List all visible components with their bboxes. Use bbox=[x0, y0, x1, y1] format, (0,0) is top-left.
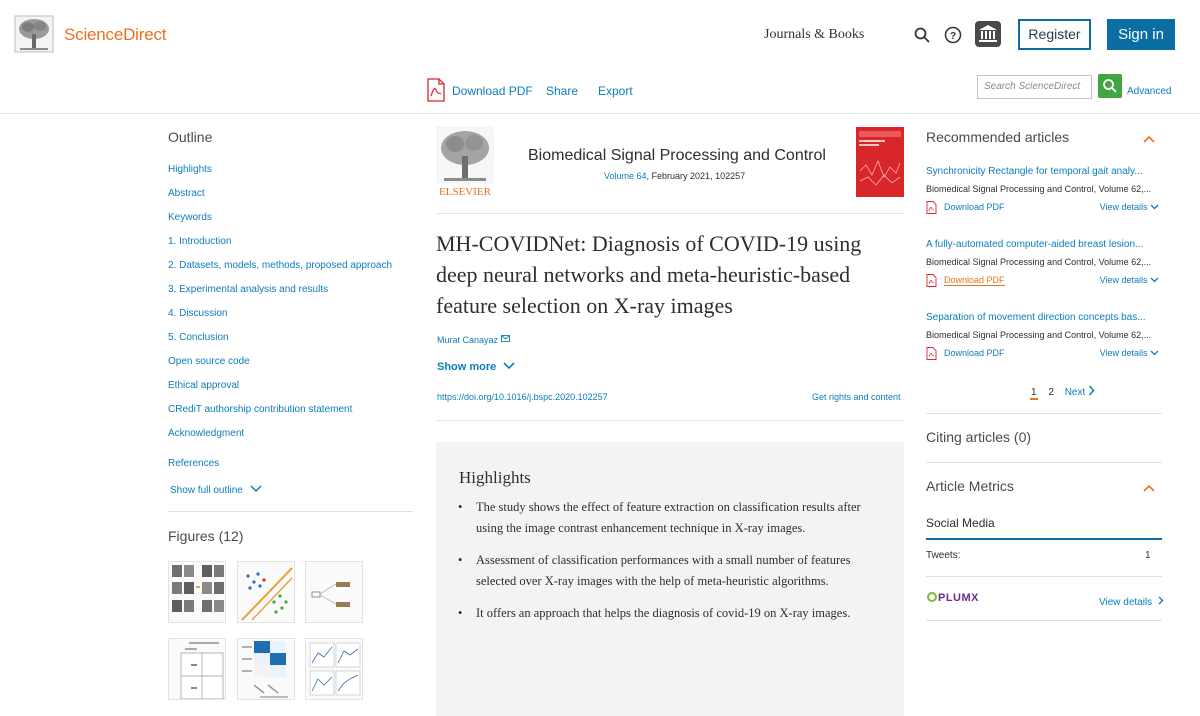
recommended-download-pdf[interactable] bbox=[926, 275, 1005, 285]
recommended-download-pdf[interactable] bbox=[926, 348, 1005, 358]
chevron-down-icon bbox=[1150, 350, 1159, 356]
outline-list bbox=[168, 162, 413, 480]
sidebar-divider bbox=[926, 620, 1162, 621]
chevron-right-icon bbox=[1158, 596, 1164, 605]
recommended-article-1 bbox=[926, 166, 1162, 220]
outline-item-discussion[interactable]: 4. Discussion bbox=[168, 308, 228, 319]
outline-item-datasets[interactable]: 2. Datasets, models, methods, proposed approach bbox=[168, 260, 393, 271]
highlights-section bbox=[436, 442, 904, 716]
page-1-link[interactable]: 1 bbox=[1031, 387, 1037, 398]
view-details-link[interactable] bbox=[1100, 202, 1159, 212]
outline-heading: Outline bbox=[168, 129, 213, 145]
tweets-count: 1 bbox=[1145, 550, 1151, 561]
article-meta-divider bbox=[436, 420, 904, 421]
figure-thumbnail-1[interactable] bbox=[168, 561, 226, 623]
chevron-down-icon bbox=[503, 362, 515, 370]
figure-thumbnail-3[interactable] bbox=[305, 561, 363, 623]
outline-item-acknowledgment[interactable]: Acknowledgment bbox=[168, 428, 245, 439]
sidebar-divider bbox=[926, 462, 1162, 463]
show-more-button[interactable] bbox=[437, 361, 515, 373]
elsevier-publisher-logo[interactable] bbox=[436, 126, 494, 198]
chevron-right-icon bbox=[1088, 385, 1095, 396]
search-input[interactable]: Search ScienceDirect bbox=[977, 75, 1092, 99]
outline-item-conclusion[interactable]: 5. Conclusion bbox=[168, 332, 229, 343]
view-details-link[interactable] bbox=[1100, 275, 1159, 285]
search-icon[interactable] bbox=[913, 26, 931, 44]
article-header-divider bbox=[436, 213, 904, 214]
page-2-link[interactable]: 2 bbox=[1048, 387, 1054, 398]
collapse-chevron-up-icon[interactable] bbox=[1143, 135, 1155, 143]
article-metrics-heading: Article Metrics bbox=[926, 478, 1014, 494]
plumx-logo bbox=[927, 592, 979, 604]
article-toolbar bbox=[0, 70, 1200, 114]
next-label: Next bbox=[1064, 387, 1086, 398]
show-full-outline-link[interactable] bbox=[170, 485, 262, 496]
author-name: Murat Canayaz bbox=[437, 335, 499, 345]
collapse-chevron-up-icon[interactable] bbox=[1143, 484, 1155, 492]
chevron-down-icon bbox=[1150, 277, 1159, 283]
sidebar-divider bbox=[926, 576, 1162, 577]
outline-item-credit[interactable]: CRediT authorship contribution statement bbox=[168, 404, 353, 415]
download-pdf-label: Download PDF bbox=[944, 275, 1005, 285]
pdf-file-icon[interactable] bbox=[426, 78, 446, 102]
volume-link[interactable]: Volume 64 bbox=[604, 171, 647, 181]
outline-item-abstract[interactable]: Abstract bbox=[168, 188, 205, 199]
pdf-file-icon bbox=[926, 274, 937, 287]
sign-in-button[interactable]: Sign in bbox=[1107, 19, 1175, 50]
plumx-view-details-link[interactable] bbox=[1099, 596, 1164, 608]
outline-item-highlights[interactable]: Highlights bbox=[168, 164, 212, 175]
highlights-heading: Highlights bbox=[459, 468, 531, 487]
journal-volume-info bbox=[604, 171, 745, 181]
show-full-outline-label: Show full outline bbox=[170, 485, 243, 496]
pdf-file-icon bbox=[926, 347, 937, 360]
next-page-link[interactable] bbox=[1065, 387, 1095, 398]
chevron-down-icon bbox=[1150, 204, 1159, 210]
view-details-label: View details bbox=[1099, 348, 1148, 358]
citing-articles-heading[interactable]: Citing articles (0) bbox=[926, 429, 1032, 445]
highlights-list bbox=[458, 497, 878, 635]
journals-books-link[interactable]: Journals & Books bbox=[764, 27, 865, 42]
register-button[interactable]: Register bbox=[1018, 19, 1091, 50]
recommended-article-3 bbox=[926, 312, 1162, 366]
brand-name[interactable]: ScienceDirect bbox=[64, 25, 167, 44]
recommended-articles-heading: Recommended articles bbox=[926, 129, 1070, 145]
show-more-label: Show more bbox=[437, 361, 497, 373]
highlight-item: • Assessment of classification performances with a small number of features selected over X-ray images with the help of meta-heuristic algorithms. bbox=[458, 550, 878, 592]
outline-item-keywords[interactable]: Keywords bbox=[168, 212, 212, 223]
highlight-item: • It offers an approach that helps the diagnosis of covid-19 on X-ray images. bbox=[458, 603, 878, 624]
recommended-article-2 bbox=[926, 239, 1162, 293]
email-icon[interactable] bbox=[501, 335, 510, 342]
highlight-item: • The study shows the effect of feature extraction on classification results after using the image contrast enhancement technique in X-ray images. bbox=[458, 497, 878, 539]
download-pdf-label: Download PDF bbox=[944, 202, 1005, 212]
recommended-article-title[interactable]: A fully-automated computer-aided breast lesion... bbox=[926, 239, 1144, 250]
outline-item-open-source[interactable]: Open source code bbox=[168, 356, 250, 367]
figure-thumbnail-2[interactable] bbox=[237, 561, 295, 623]
recommended-pagination bbox=[1030, 385, 1095, 398]
chevron-down-icon bbox=[250, 485, 262, 493]
outline-item-experimental[interactable]: 3. Experimental analysis and results bbox=[168, 284, 329, 295]
search-submit-button[interactable] bbox=[1098, 74, 1122, 98]
svg-text:?: ? bbox=[949, 31, 957, 42]
figure-thumbnail-6[interactable] bbox=[305, 638, 363, 700]
figures-heading: Figures (12) bbox=[168, 528, 244, 544]
share-link[interactable]: Share bbox=[546, 84, 579, 98]
sidebar-divider bbox=[926, 413, 1162, 414]
elsevier-tree-logo-icon[interactable] bbox=[14, 14, 54, 54]
outline-divider bbox=[168, 511, 413, 512]
social-media-tab-indicator bbox=[926, 538, 1162, 540]
view-details-label: View details bbox=[1099, 202, 1148, 212]
rights-content-link[interactable]: Get rights and content bbox=[812, 392, 901, 402]
recommended-article-source: Biomedical Signal Processing and Control, Volume 62,... bbox=[926, 330, 1152, 340]
recommended-article-source: Biomedical Signal Processing and Control, Volume 62,... bbox=[926, 184, 1152, 194]
recommended-article-source: Biomedical Signal Processing and Control, Volume 62,... bbox=[926, 257, 1152, 267]
figure-thumbnail-4[interactable] bbox=[168, 638, 226, 700]
figure-thumbnail-5[interactable] bbox=[237, 638, 295, 700]
journal-title-link[interactable]: Biomedical Signal Processing and Control bbox=[528, 147, 826, 164]
view-details-label: View details bbox=[1099, 597, 1153, 608]
pdf-file-icon bbox=[926, 201, 937, 214]
site-header bbox=[0, 0, 1200, 70]
plumx-ring-icon bbox=[927, 592, 937, 602]
download-pdf-link[interactable]: Download PDF bbox=[452, 84, 533, 98]
author-link[interactable] bbox=[437, 335, 510, 345]
view-details-label: View details bbox=[1099, 275, 1148, 285]
journal-cover-image[interactable] bbox=[856, 127, 904, 197]
help-icon[interactable] bbox=[944, 26, 962, 44]
publisher-name: ELSEVIER bbox=[439, 186, 491, 198]
recommended-article-actions bbox=[926, 348, 1162, 366]
institution-icon[interactable] bbox=[975, 21, 1001, 47]
recommended-article-title[interactable]: Separation of movement direction concepts bas... bbox=[926, 312, 1146, 323]
outline-item-references[interactable]: References bbox=[168, 458, 220, 469]
tweets-label: Tweets: bbox=[926, 550, 961, 561]
outline-item-introduction[interactable]: 1. Introduction bbox=[168, 236, 232, 247]
plumx-label: PLUMX bbox=[938, 592, 979, 604]
outline-item-ethical[interactable]: Ethical approval bbox=[168, 380, 240, 391]
view-details-link[interactable] bbox=[1100, 348, 1159, 358]
recommended-article-actions bbox=[926, 275, 1162, 293]
issue-date: , February 2021, 102257 bbox=[646, 171, 746, 181]
social-media-tab[interactable]: Social Media bbox=[926, 516, 995, 530]
advanced-search-link[interactable]: Advanced bbox=[1127, 86, 1172, 97]
recommended-article-actions bbox=[926, 202, 1162, 220]
article-title: MH-COVIDNet: Diagnosis of COVID-19 using deep neural networks and meta-heuristic-based feature selection on X-ray images bbox=[436, 231, 862, 318]
doi-link[interactable]: https://doi.org/10.1016/j.bspc.2020.102257 bbox=[437, 392, 608, 402]
recommended-article-title[interactable]: Synchronicity Rectangle for temporal gait analy... bbox=[926, 166, 1143, 177]
recommended-download-pdf[interactable] bbox=[926, 202, 1005, 212]
export-link[interactable]: Export bbox=[598, 84, 633, 98]
download-pdf-label: Download PDF bbox=[944, 348, 1005, 358]
